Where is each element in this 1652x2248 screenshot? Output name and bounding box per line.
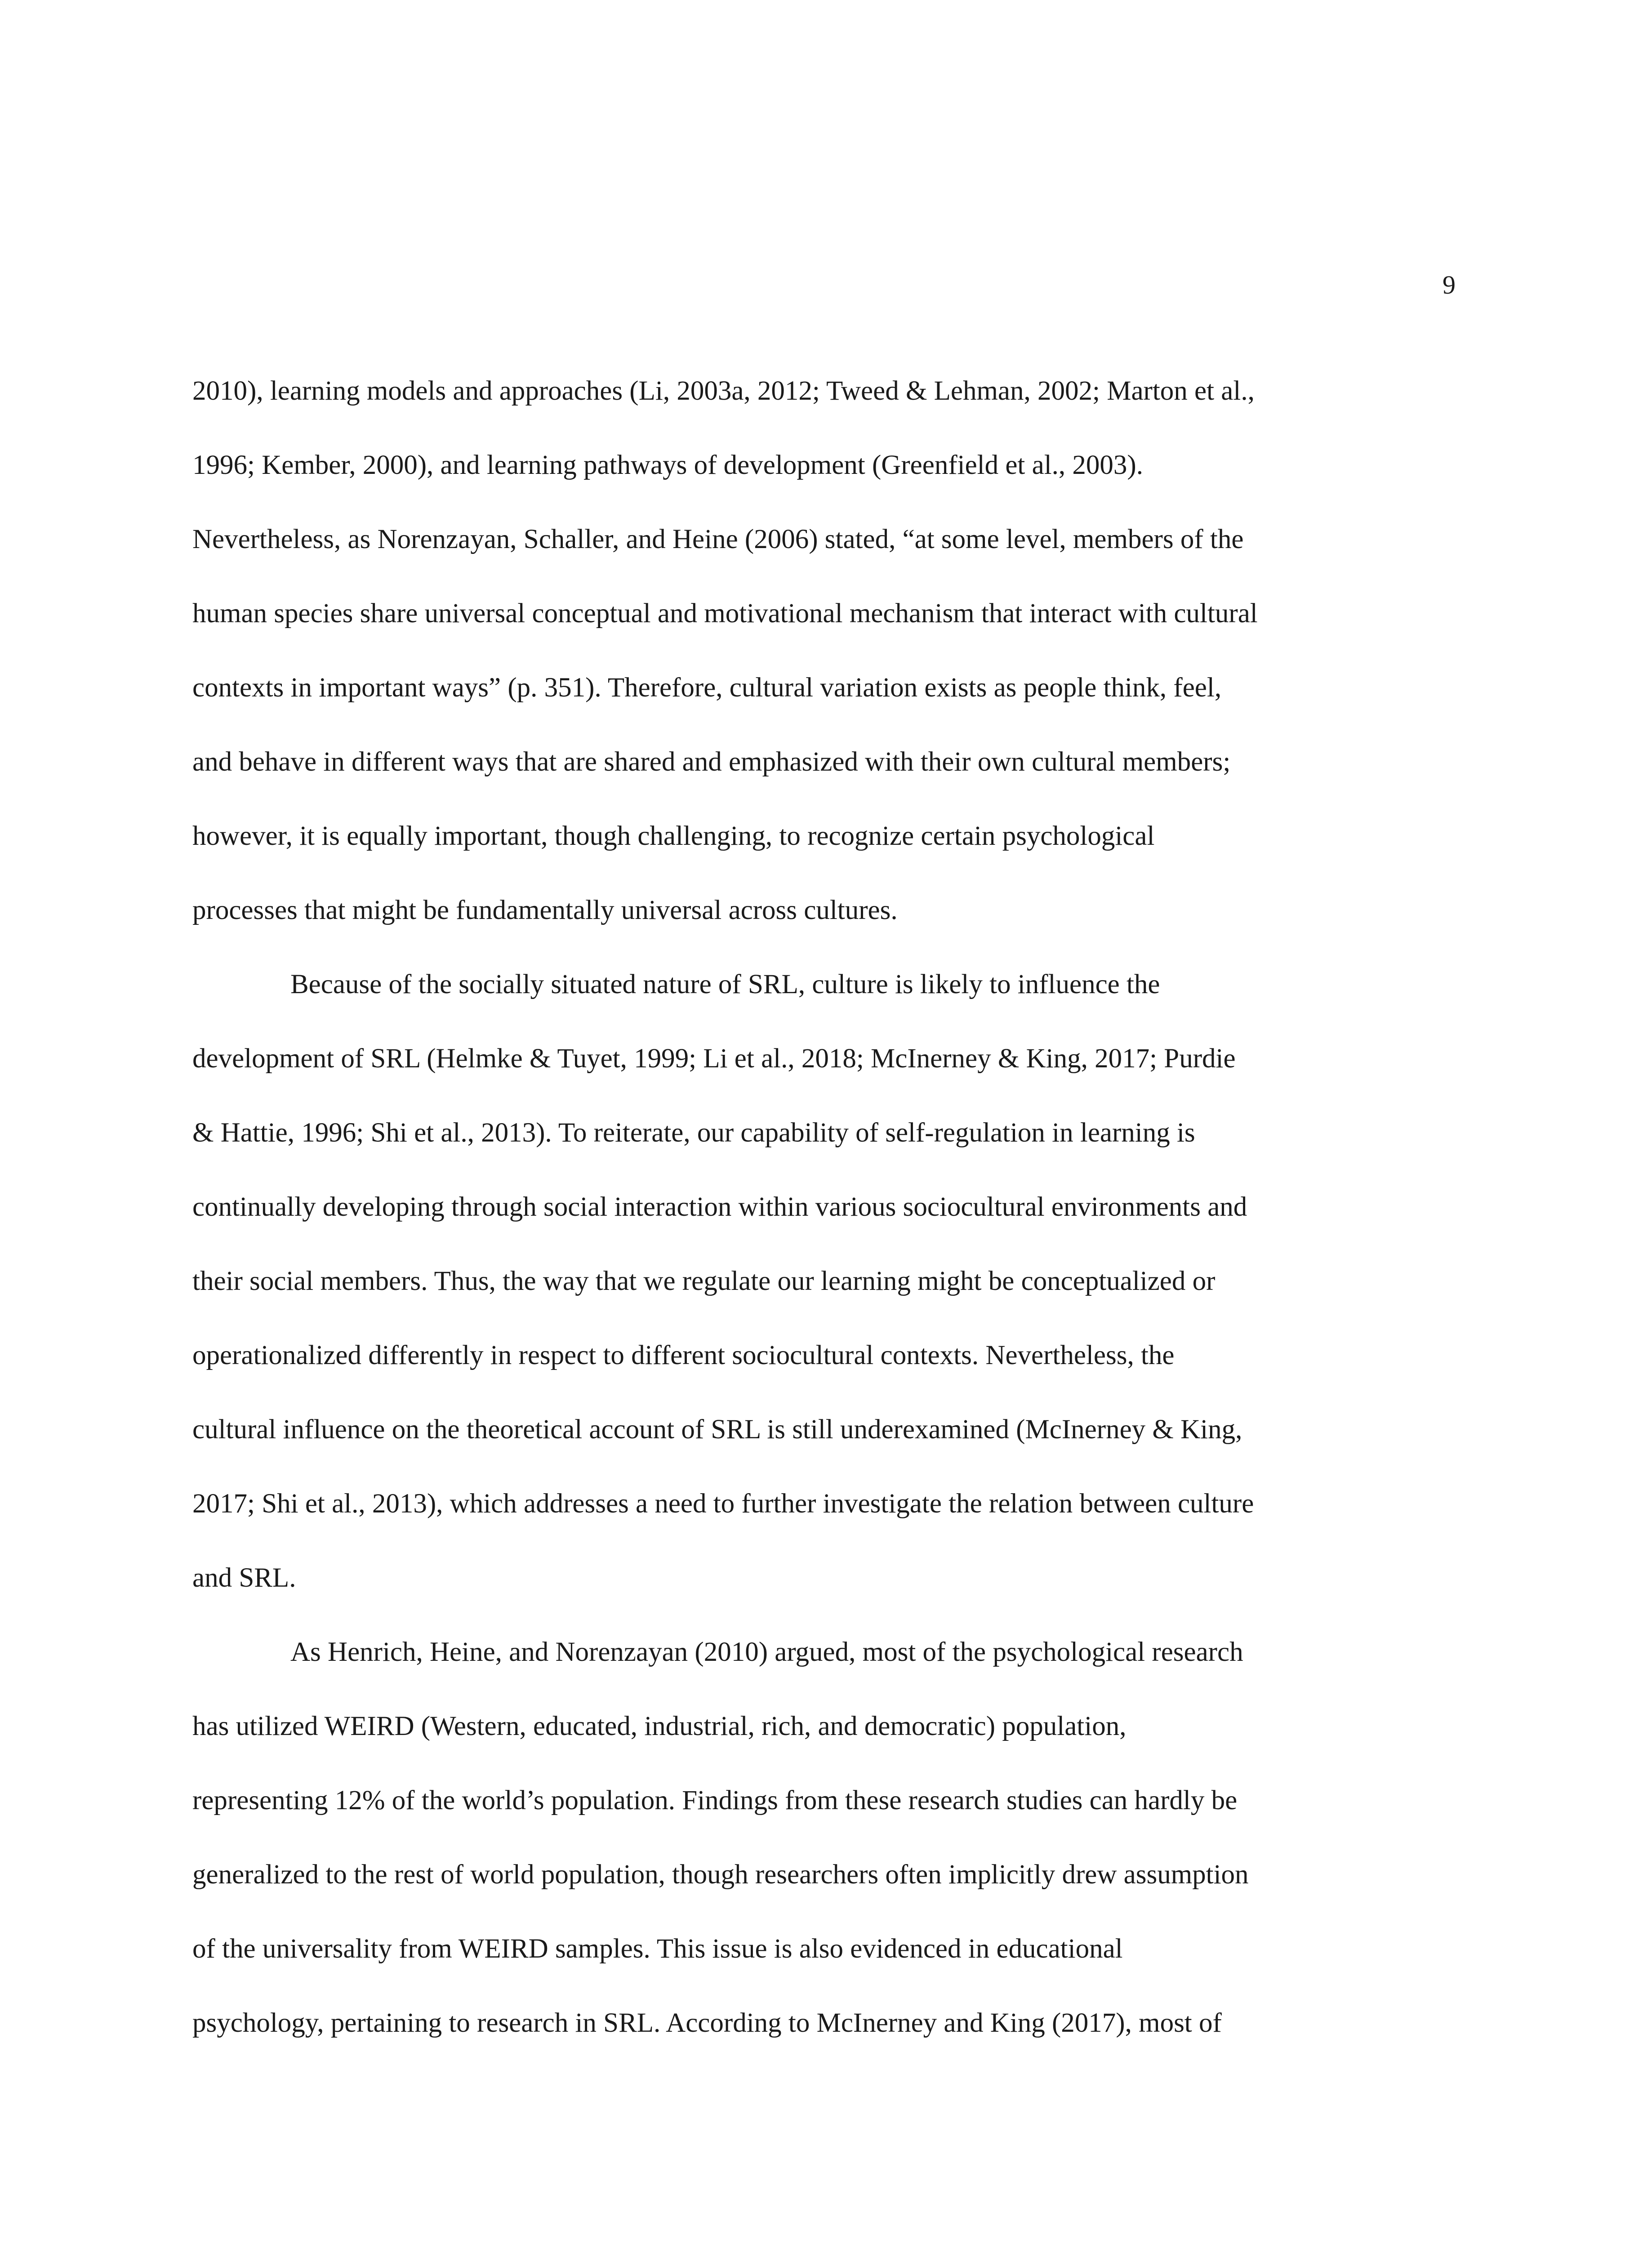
page-number: 9 bbox=[1443, 270, 1456, 299]
text-line: cultural influence on the theoretical account of SRL is still underexamined (McInerney & King, bbox=[192, 1414, 1242, 1445]
text-line: their social members. Thus, the way that we regulate our learning might be conceptualized or bbox=[192, 1266, 1216, 1296]
body-text bbox=[192, 369, 1478, 2075]
text-line: development of SRL (Helmke & Tuyet, 1999; Li et al., 2018; McInerney & King, 2017; Purdie bbox=[192, 1044, 1236, 1074]
text-line: operationalized differently in respect to different sociocultural contexts. Nevertheless, the bbox=[192, 1340, 1175, 1370]
text-line: human species share universal conceptual and motivational mechanism that interact with cultural bbox=[192, 598, 1258, 629]
text-line: has utilized WEIRD (Western, educated, industrial, rich, and democratic) population, bbox=[192, 1711, 1127, 1741]
paragraph-first-line: Because of the socially situated nature of SRL, culture is likely to influence the bbox=[290, 969, 1160, 999]
text-line: generalized to the rest of world population, though researchers often implicitly drew assumption bbox=[192, 1860, 1249, 1890]
text-line: & Hattie, 1996; Shi et al., 2013). To reiterate, our capability of self-regulation in learning is bbox=[192, 1118, 1195, 1148]
text-line: representing 12% of the world’s population. Findings from these research studies can hardly be bbox=[192, 1785, 1238, 1815]
text-line: and behave in different ways that are shared and emphasized with their own cultural members; bbox=[192, 747, 1231, 777]
text-line: continually developing through social interaction within various sociocultural environments and bbox=[192, 1192, 1247, 1222]
text-line: psychology, pertaining to research in SRL. According to McInerney and King (2017), most of bbox=[192, 2008, 1222, 2038]
text-line: however, it is equally important, though challenging, to recognize certain psychological bbox=[192, 821, 1155, 851]
text-line: processes that might be fundamentally universal across cultures. bbox=[192, 895, 898, 925]
text-line: 2010), learning models and approaches (Li, 2003a, 2012; Tweed & Lehman, 2002; Marton et al., bbox=[192, 376, 1255, 406]
text-line: Nevertheless, as Norenzayan, Schaller, and Heine (2006) stated, “at some level, members of the bbox=[192, 524, 1244, 554]
text-line: 1996; Kember, 2000), and learning pathways of development (Greenfield et al., 2003). bbox=[192, 450, 1143, 480]
text-line: contexts in important ways” (p. 351). Therefore, cultural variation exists as people think, feel, bbox=[192, 673, 1222, 703]
text-line: and SRL. bbox=[192, 1563, 296, 1593]
text-line: 2017; Shi et al., 2013), which addresses a need to further investigate the relation between culture bbox=[192, 1489, 1254, 1519]
paragraph-first-line: As Henrich, Heine, and Norenzayan (2010) argued, most of the psychological research bbox=[290, 1637, 1243, 1667]
text-line: of the universality from WEIRD samples. This issue is also evidenced in educational bbox=[192, 1934, 1123, 1964]
